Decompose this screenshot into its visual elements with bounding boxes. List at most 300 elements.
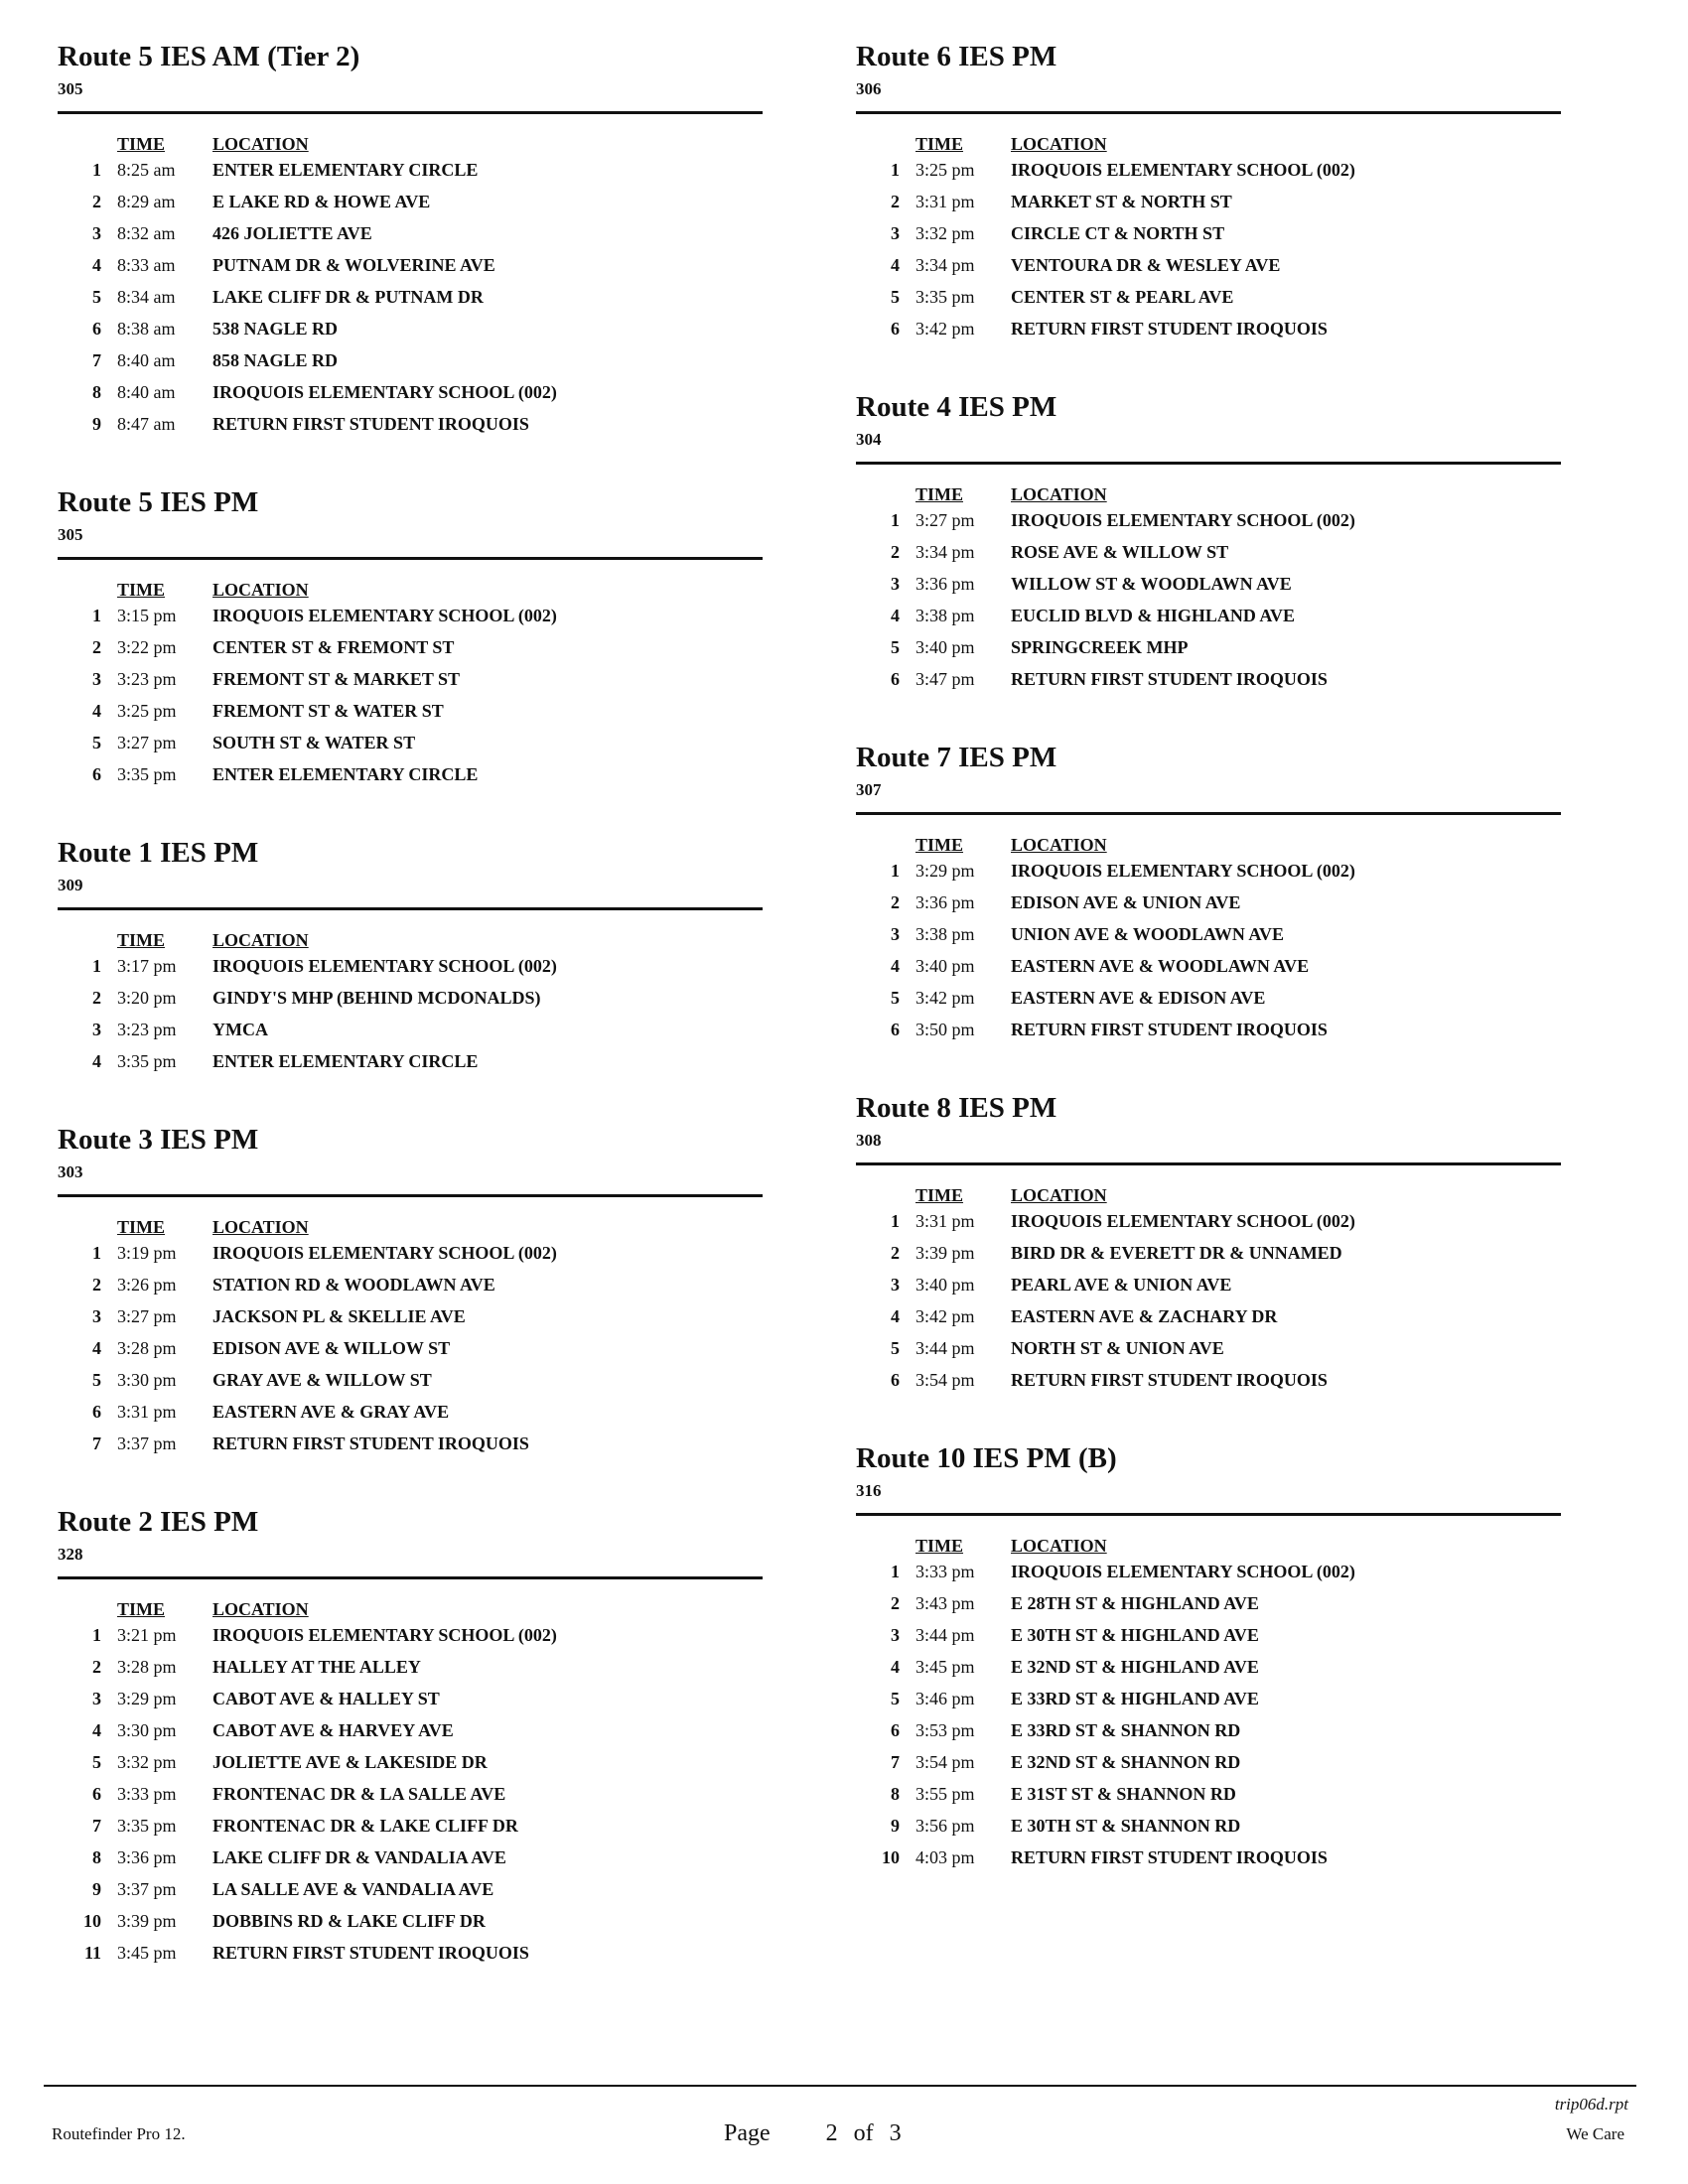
stop-row xyxy=(58,1243,557,1275)
time-header: TIME xyxy=(117,134,166,154)
stop-time: 3:32 pm xyxy=(915,223,975,243)
stop-seq: 6 xyxy=(92,1784,101,1804)
stop-location: EUCLID BLVD & HIGHLAND AVE xyxy=(1011,606,1296,625)
route-stops-table xyxy=(58,580,557,796)
stop-seq: 7 xyxy=(92,350,101,370)
route-divider xyxy=(856,111,1561,114)
stop-time: 3:31 pm xyxy=(915,1211,975,1231)
stop-time: 8:32 am xyxy=(117,223,176,243)
stop-location: ENTER ELEMENTARY CIRCLE xyxy=(212,764,479,784)
stop-row xyxy=(58,1816,557,1847)
stop-seq: 3 xyxy=(891,223,900,243)
route-title: Route 3 IES PM xyxy=(58,1124,259,1156)
stop-seq: 5 xyxy=(891,1689,900,1708)
stop-time: 3:26 pm xyxy=(117,1275,177,1295)
right-column xyxy=(856,40,1561,1919)
stop-row xyxy=(856,892,1355,924)
stop-row xyxy=(856,861,1355,892)
location-header: LOCATION xyxy=(1011,1185,1107,1205)
stop-seq: 4 xyxy=(891,255,900,275)
stop-location: E 33RD ST & SHANNON RD xyxy=(1011,1720,1241,1740)
location-header: LOCATION xyxy=(212,930,309,950)
stop-seq: 4 xyxy=(891,1657,900,1677)
route-number: 307 xyxy=(856,780,882,799)
stop-location: IROQUOIS ELEMENTARY SCHOOL (002) xyxy=(212,956,557,976)
stop-location: RETURN FIRST STUDENT IROQUOIS xyxy=(212,1943,529,1963)
stop-location: NORTH ST & UNION AVE xyxy=(1011,1338,1224,1358)
stop-location: UNION AVE & WOODLAWN AVE xyxy=(1011,924,1285,944)
stop-seq: 3 xyxy=(891,924,900,944)
stop-location: FRONTENAC DR & LA SALLE AVE xyxy=(212,1784,506,1804)
stop-row xyxy=(58,223,557,255)
stop-time: 3:35 pm xyxy=(117,764,177,784)
route-title: Route 6 IES PM xyxy=(856,41,1057,72)
stop-row xyxy=(856,1593,1355,1625)
stop-time: 3:15 pm xyxy=(117,606,177,625)
stops-header-row xyxy=(58,930,557,956)
stop-seq: 1 xyxy=(891,1562,900,1581)
stop-seq: 7 xyxy=(891,1752,900,1772)
route-section xyxy=(58,485,763,796)
route-section xyxy=(58,836,763,1083)
seq-header xyxy=(58,1599,101,1625)
route-title: Route 10 IES PM (B) xyxy=(856,1442,1117,1474)
stop-row xyxy=(856,574,1355,606)
route-number: 308 xyxy=(856,1131,882,1150)
stop-seq: 1 xyxy=(92,956,101,976)
stop-time: 3:56 pm xyxy=(915,1816,975,1836)
stop-row xyxy=(856,1243,1355,1275)
stop-row xyxy=(58,1943,557,1975)
stop-time: 3:35 pm xyxy=(117,1051,177,1071)
route-stops-table xyxy=(856,835,1355,1051)
stop-time: 3:30 pm xyxy=(117,1370,177,1390)
stop-row xyxy=(856,1816,1355,1847)
seq-header xyxy=(856,134,900,160)
stop-time: 3:27 pm xyxy=(915,510,975,530)
time-header: TIME xyxy=(117,1599,166,1619)
location-header: LOCATION xyxy=(1011,835,1107,855)
stop-location: PEARL AVE & UNION AVE xyxy=(1011,1275,1232,1295)
stop-row xyxy=(58,1784,557,1816)
time-header: TIME xyxy=(117,1217,166,1237)
stop-time: 8:40 am xyxy=(117,382,176,402)
stop-time: 3:38 pm xyxy=(915,924,975,944)
stops-header-row xyxy=(856,1185,1355,1211)
stop-time: 3:36 pm xyxy=(915,574,975,594)
stop-seq: 1 xyxy=(92,160,101,180)
route-number: 309 xyxy=(58,876,83,894)
stop-row xyxy=(58,1051,557,1083)
stop-seq: 5 xyxy=(891,637,900,657)
stop-location: E 30TH ST & HIGHLAND AVE xyxy=(1011,1625,1259,1645)
stop-seq: 6 xyxy=(92,764,101,784)
stop-location: RETURN FIRST STUDENT IROQUOIS xyxy=(1011,1370,1328,1390)
stop-seq: 4 xyxy=(891,606,900,625)
stop-location: SPRINGCREEK MHP xyxy=(1011,637,1189,657)
stop-time: 3:20 pm xyxy=(117,988,177,1008)
report-filename: trip06d.rpt xyxy=(1554,2095,1628,2114)
stop-time: 3:50 pm xyxy=(915,1020,975,1039)
page-label: Page xyxy=(724,2120,771,2146)
route-section xyxy=(856,741,1561,1051)
stop-time: 8:33 am xyxy=(117,255,176,275)
stop-location: E 30TH ST & SHANNON RD xyxy=(1011,1816,1241,1836)
stop-location: LAKE CLIFF DR & PUTNAM DR xyxy=(212,287,484,307)
stop-time: 3:46 pm xyxy=(915,1689,975,1708)
stop-seq: 3 xyxy=(891,1625,900,1645)
route-stops-table xyxy=(856,1185,1355,1402)
location-header: LOCATION xyxy=(212,1217,309,1237)
stop-time: 3:21 pm xyxy=(117,1625,177,1645)
stop-seq: 5 xyxy=(891,287,900,307)
stop-time: 3:39 pm xyxy=(117,1911,177,1931)
page-footer xyxy=(44,2085,1636,2146)
stop-row xyxy=(58,1689,557,1720)
stop-seq: 8 xyxy=(92,382,101,402)
stop-seq: 4 xyxy=(92,255,101,275)
stop-seq: 4 xyxy=(92,1720,101,1740)
location-header: LOCATION xyxy=(1011,484,1107,504)
stop-row xyxy=(856,223,1355,255)
stop-row xyxy=(58,1879,557,1911)
stop-time: 3:32 pm xyxy=(117,1752,177,1772)
time-header: TIME xyxy=(915,1185,964,1205)
stop-row xyxy=(856,510,1355,542)
time-header: TIME xyxy=(915,1536,964,1556)
stop-seq: 6 xyxy=(891,1720,900,1740)
stop-row xyxy=(58,988,557,1020)
stop-seq: 3 xyxy=(891,574,900,594)
stop-time: 3:45 pm xyxy=(915,1657,975,1677)
stop-time: 3:37 pm xyxy=(117,1879,177,1899)
stop-seq: 6 xyxy=(891,669,900,689)
stop-row xyxy=(856,669,1355,701)
route-divider xyxy=(58,557,763,560)
stop-seq: 5 xyxy=(92,287,101,307)
route-section xyxy=(856,40,1561,350)
stop-row xyxy=(856,192,1355,223)
stop-location: CENTER ST & FREMONT ST xyxy=(212,637,455,657)
route-title: Route 5 IES AM (Tier 2) xyxy=(58,41,360,72)
stop-location: E 28TH ST & HIGHLAND AVE xyxy=(1011,1593,1259,1613)
stop-seq: 4 xyxy=(92,1338,101,1358)
stop-seq: 7 xyxy=(92,1433,101,1453)
stop-location: GINDY'S MHP (BEHIND MCDONALDS) xyxy=(212,988,541,1008)
route-stops-table xyxy=(58,1599,557,1975)
stop-time: 3:30 pm xyxy=(117,1720,177,1740)
stop-seq: 7 xyxy=(92,1816,101,1836)
location-header: LOCATION xyxy=(1011,1536,1107,1556)
stop-row xyxy=(856,1657,1355,1689)
page-of: of xyxy=(853,2120,874,2146)
stop-location: CENTER ST & PEARL AVE xyxy=(1011,287,1234,307)
stop-seq: 3 xyxy=(891,1275,900,1295)
stop-row xyxy=(856,956,1355,988)
stop-time: 3:35 pm xyxy=(117,1816,177,1836)
stop-location: RETURN FIRST STUDENT IROQUOIS xyxy=(1011,669,1328,689)
stop-row xyxy=(856,1211,1355,1243)
stop-time: 3:25 pm xyxy=(117,701,177,721)
stop-row xyxy=(856,1020,1355,1051)
stop-location: VENTOURA DR & WESLEY AVE xyxy=(1011,255,1281,275)
stop-row xyxy=(58,160,557,192)
location-header: LOCATION xyxy=(1011,134,1107,154)
stop-time: 4:03 pm xyxy=(915,1847,975,1867)
stop-seq: 10 xyxy=(882,1847,900,1867)
stop-time: 3:39 pm xyxy=(915,1243,975,1263)
stop-time: 3:33 pm xyxy=(117,1784,177,1804)
stop-time: 3:54 pm xyxy=(915,1752,975,1772)
stop-location: FREMONT ST & MARKET ST xyxy=(212,669,461,689)
stop-row xyxy=(856,1784,1355,1816)
route-number: 304 xyxy=(856,430,882,449)
stop-seq: 5 xyxy=(92,1370,101,1390)
location-header: LOCATION xyxy=(212,134,309,154)
stop-row xyxy=(856,1847,1355,1879)
stop-location: EDISON AVE & WILLOW ST xyxy=(212,1338,451,1358)
stop-time: 8:34 am xyxy=(117,287,176,307)
stop-row xyxy=(58,414,557,446)
app-name: Routefinder Pro 12. xyxy=(52,2124,186,2143)
stop-location: EASTERN AVE & GRAY AVE xyxy=(212,1402,450,1422)
stop-seq: 6 xyxy=(891,1020,900,1039)
stop-location: IROQUOIS ELEMENTARY SCHOOL (002) xyxy=(1011,861,1355,881)
location-header: LOCATION xyxy=(212,580,309,600)
stops-header-row xyxy=(856,134,1355,160)
stop-time: 8:38 am xyxy=(117,319,176,339)
seq-header xyxy=(58,134,101,160)
route-stops-table xyxy=(856,1536,1355,1879)
stop-time: 3:40 pm xyxy=(915,637,975,657)
stop-time: 3:44 pm xyxy=(915,1338,975,1358)
route-divider xyxy=(58,1576,763,1579)
stop-seq: 4 xyxy=(891,1306,900,1326)
page-indicator xyxy=(724,2120,912,2147)
stop-row xyxy=(58,1911,557,1943)
stop-row xyxy=(58,956,557,988)
stop-location: GRAY AVE & WILLOW ST xyxy=(212,1370,432,1390)
stops-header-row xyxy=(856,835,1355,861)
stop-location: IROQUOIS ELEMENTARY SCHOOL (002) xyxy=(212,1625,557,1645)
stop-time: 3:28 pm xyxy=(117,1657,177,1677)
route-section xyxy=(58,1505,763,1975)
route-title: Route 5 IES PM xyxy=(58,486,259,518)
stop-location: PUTNAM DR & WOLVERINE AVE xyxy=(212,255,495,275)
stop-row xyxy=(58,669,557,701)
stop-location: RETURN FIRST STUDENT IROQUOIS xyxy=(212,1433,529,1453)
route-stops-table xyxy=(856,484,1355,701)
stops-header-row xyxy=(58,1217,557,1243)
stop-seq: 9 xyxy=(92,1879,101,1899)
stop-location: IROQUOIS ELEMENTARY SCHOOL (002) xyxy=(1011,1562,1355,1581)
stop-seq: 1 xyxy=(891,160,900,180)
stop-location: YMCA xyxy=(212,1020,268,1039)
stop-row xyxy=(58,1433,557,1465)
stop-time: 3:28 pm xyxy=(117,1338,177,1358)
stop-row xyxy=(58,1338,557,1370)
stop-location: EASTERN AVE & WOODLAWN AVE xyxy=(1011,956,1310,976)
stop-time: 3:23 pm xyxy=(117,1020,177,1039)
stop-row xyxy=(856,319,1355,350)
stop-time: 3:43 pm xyxy=(915,1593,975,1613)
stop-seq: 5 xyxy=(891,1338,900,1358)
stop-row xyxy=(856,1625,1355,1657)
stop-row xyxy=(58,701,557,733)
stop-time: 3:29 pm xyxy=(117,1689,177,1708)
stop-seq: 1 xyxy=(92,1243,101,1263)
route-title: Route 2 IES PM xyxy=(58,1506,259,1538)
stop-row xyxy=(58,319,557,350)
stop-time: 3:42 pm xyxy=(915,988,975,1008)
stop-location: EDISON AVE & UNION AVE xyxy=(1011,892,1241,912)
route-section xyxy=(58,40,763,446)
stop-seq: 3 xyxy=(92,223,101,243)
stop-time: 3:47 pm xyxy=(915,669,975,689)
time-header: TIME xyxy=(915,835,964,855)
stop-location: ENTER ELEMENTARY CIRCLE xyxy=(212,160,479,180)
route-number: 328 xyxy=(58,1545,83,1564)
stop-seq: 1 xyxy=(891,1211,900,1231)
stop-location: RETURN FIRST STUDENT IROQUOIS xyxy=(212,414,529,434)
footer-tagline: We Care xyxy=(1566,2124,1624,2143)
stops-header-row xyxy=(856,484,1355,510)
stop-seq: 2 xyxy=(92,1275,101,1295)
route-number: 306 xyxy=(856,79,882,98)
route-section xyxy=(58,1123,763,1465)
stop-time: 3:19 pm xyxy=(117,1243,177,1263)
stop-seq: 2 xyxy=(891,542,900,562)
stop-location: FRONTENAC DR & LAKE CLIFF DR xyxy=(212,1816,518,1836)
stop-row xyxy=(58,637,557,669)
stop-location: IROQUOIS ELEMENTARY SCHOOL (002) xyxy=(212,1243,557,1263)
stop-seq: 5 xyxy=(92,1752,101,1772)
stop-row xyxy=(856,1562,1355,1593)
route-divider xyxy=(856,812,1561,815)
stop-location: JACKSON PL & SKELLIE AVE xyxy=(212,1306,466,1326)
route-title: Route 7 IES PM xyxy=(856,742,1057,773)
stop-time: 8:40 am xyxy=(117,350,176,370)
stop-location: IROQUOIS ELEMENTARY SCHOOL (002) xyxy=(1011,1211,1355,1231)
route-divider xyxy=(58,111,763,114)
stop-row xyxy=(58,1752,557,1784)
stop-seq: 9 xyxy=(891,1816,900,1836)
stop-location: WILLOW ST & WOODLAWN AVE xyxy=(1011,574,1292,594)
route-stops-table xyxy=(856,134,1355,350)
stop-row xyxy=(856,160,1355,192)
route-title: Route 1 IES PM xyxy=(58,837,259,869)
stop-location: 426 JOLIETTE AVE xyxy=(212,223,372,243)
stop-time: 3:42 pm xyxy=(915,319,975,339)
stop-row xyxy=(58,733,557,764)
seq-header xyxy=(856,835,900,861)
seq-header xyxy=(58,930,101,956)
stop-location: 538 NAGLE RD xyxy=(212,319,339,339)
stop-location: EASTERN AVE & ZACHARY DR xyxy=(1011,1306,1278,1326)
stop-seq: 6 xyxy=(92,319,101,339)
stop-seq: 4 xyxy=(92,701,101,721)
stop-time: 3:44 pm xyxy=(915,1625,975,1645)
stop-location: E 32ND ST & HIGHLAND AVE xyxy=(1011,1657,1259,1677)
stop-seq: 1 xyxy=(92,606,101,625)
route-section xyxy=(856,1441,1561,1879)
stop-row xyxy=(58,1847,557,1879)
stop-location: LA SALLE AVE & VANDALIA AVE xyxy=(212,1879,494,1899)
stop-row xyxy=(856,606,1355,637)
route-title: Route 8 IES PM xyxy=(856,1092,1057,1124)
stop-time: 3:40 pm xyxy=(915,956,975,976)
stop-time: 3:45 pm xyxy=(117,1943,177,1963)
stop-seq: 9 xyxy=(92,414,101,434)
stop-row xyxy=(856,924,1355,956)
stop-row xyxy=(856,1275,1355,1306)
stop-time: 3:25 pm xyxy=(915,160,975,180)
stop-row xyxy=(58,1402,557,1433)
stop-seq: 3 xyxy=(92,1689,101,1708)
stop-seq: 2 xyxy=(92,1657,101,1677)
stop-location: BIRD DR & EVERETT DR & UNNAMED xyxy=(1011,1243,1342,1263)
stops-header-row xyxy=(58,134,557,160)
stop-location: CABOT AVE & HARVEY AVE xyxy=(212,1720,454,1740)
time-header: TIME xyxy=(117,580,166,600)
stop-location: CABOT AVE & HALLEY ST xyxy=(212,1689,440,1708)
stop-row xyxy=(856,1720,1355,1752)
stop-seq: 2 xyxy=(891,192,900,211)
stop-seq: 2 xyxy=(891,892,900,912)
route-divider xyxy=(856,1162,1561,1165)
time-header: TIME xyxy=(117,930,166,950)
stops-header-row xyxy=(58,580,557,606)
stop-location: CIRCLE CT & NORTH ST xyxy=(1011,223,1225,243)
stop-location: EASTERN AVE & EDISON AVE xyxy=(1011,988,1266,1008)
stop-location: SOUTH ST & WATER ST xyxy=(212,733,416,752)
time-header: TIME xyxy=(915,134,964,154)
route-section xyxy=(856,390,1561,701)
stop-seq: 3 xyxy=(92,1020,101,1039)
stop-seq: 1 xyxy=(891,510,900,530)
seq-header xyxy=(856,1536,900,1562)
stop-time: 3:33 pm xyxy=(915,1562,975,1581)
stop-time: 3:54 pm xyxy=(915,1370,975,1390)
location-header: LOCATION xyxy=(212,1599,309,1619)
stop-row xyxy=(856,1752,1355,1784)
stop-row xyxy=(58,350,557,382)
stop-seq: 1 xyxy=(891,861,900,881)
stop-location: E LAKE RD & HOWE AVE xyxy=(212,192,431,211)
stop-time: 3:17 pm xyxy=(117,956,177,976)
stop-time: 8:47 am xyxy=(117,414,176,434)
seq-header xyxy=(58,580,101,606)
stop-time: 3:35 pm xyxy=(915,287,975,307)
stop-time: 3:23 pm xyxy=(117,669,177,689)
stop-location: RETURN FIRST STUDENT IROQUOIS xyxy=(1011,1847,1328,1867)
stop-time: 3:27 pm xyxy=(117,733,177,752)
footer-rule xyxy=(44,2085,1636,2087)
stop-row xyxy=(58,606,557,637)
seq-header xyxy=(58,1217,101,1243)
route-stops-table xyxy=(58,134,557,446)
stop-location: IROQUOIS ELEMENTARY SCHOOL (002) xyxy=(212,606,557,625)
stop-location: E 33RD ST & HIGHLAND AVE xyxy=(1011,1689,1259,1708)
stop-row xyxy=(58,1657,557,1689)
stop-location: ROSE AVE & WILLOW ST xyxy=(1011,542,1229,562)
route-section xyxy=(856,1091,1561,1402)
stop-time: 3:38 pm xyxy=(915,606,975,625)
stop-row xyxy=(856,542,1355,574)
stop-seq: 2 xyxy=(891,1243,900,1263)
stop-row xyxy=(58,382,557,414)
stop-time: 3:36 pm xyxy=(117,1847,177,1867)
